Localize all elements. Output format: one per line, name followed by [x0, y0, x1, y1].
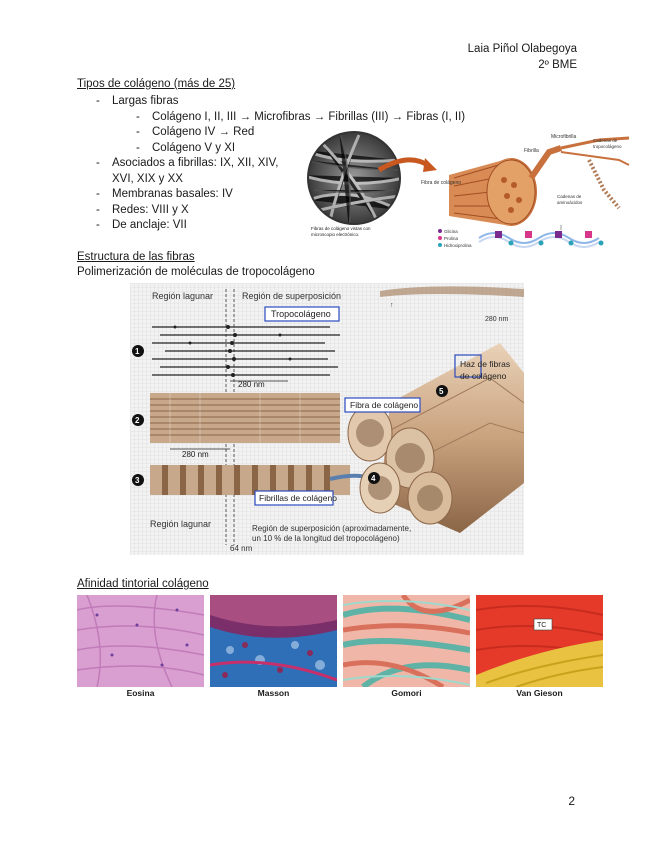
list-item: - Colágeno V y XI [136, 141, 236, 154]
list-item: - Asociados a fibrillas: IX, XII, XIV, [96, 157, 279, 169]
collagen-hierarchy-figure [299, 130, 632, 248]
list-item: XVI, XIX y XX [112, 172, 183, 185]
label-tropocolageno: Tropocolágeno [271, 309, 331, 319]
micrograph-caption-1: Fibras de colágeno vistas con [311, 226, 371, 231]
label-280nm-b: 280 nm [238, 380, 265, 389]
label-bottom-sup-1: Región de superposición (aproximadamente, [252, 524, 412, 533]
svg-text:4: 4 [371, 474, 376, 483]
label-fibrilla: Fibrilla [524, 148, 539, 154]
svg-text:Hidroxiprolina: Hidroxiprolina [444, 243, 472, 248]
svg-text:Prolina: Prolina [444, 236, 459, 241]
label-fibrillas: Fibrillas de colágeno [259, 493, 337, 503]
label-280nm-a: 280 nm [485, 316, 509, 323]
label-haz-1: Haz de fibras [460, 359, 511, 369]
label-cadenas-1: Cadenas de [593, 138, 618, 143]
stain-label-masson: Masson [257, 688, 290, 698]
label-laterales-2: aminoácidos [557, 200, 583, 205]
list-item: - Colágeno IV → Red [136, 126, 255, 138]
label-region-superposicion: Región de superposición [242, 291, 342, 301]
label-fibra: Fibra de colágeno [350, 400, 419, 410]
micrograph-caption-2: microscopio electrónico. [311, 232, 360, 237]
label-280nm-c: 280 nm [182, 450, 209, 459]
section-title-fiber-structure: Estructura de las fibras [77, 251, 195, 263]
stain-image-gomori [343, 595, 470, 687]
stain-image-van-gieson [476, 595, 603, 687]
list-item: - Largas fibras [96, 95, 179, 107]
tc-label: TC [537, 622, 547, 629]
stain-image-masson [210, 595, 337, 687]
svg-text:↑: ↑ [390, 302, 394, 309]
stain-label-eosina: Eosina [126, 688, 155, 698]
svg-text:3: 3 [135, 476, 140, 485]
page-number: 2 [568, 794, 575, 808]
list-item: - Membranas basales: IV [96, 188, 233, 200]
label-cadenas-2: tropocolágeno [593, 144, 622, 149]
author-name: Laia Piñol Olabegoya [467, 43, 577, 55]
label-microfibrilla: Microfibrilla [551, 134, 577, 140]
author-block [468, 41, 577, 73]
stain-label-gomori: Gomori [391, 688, 422, 698]
list-item: - De anclaje: VII [96, 219, 187, 231]
svg-text:2: 2 [135, 416, 140, 425]
list-item: - Colágeno I, II, III → Microfibras → Fibrillas (III) → Fibras (I, II) [136, 110, 466, 123]
label-64nm: 64 nm [230, 544, 253, 553]
section-title-collagen-types: Tipos de colágeno (más de 25) [77, 78, 236, 90]
label-haz-2: de colágeno [460, 371, 507, 381]
label-fiber: Fibra de colágeno [421, 180, 462, 186]
label-region-lagunar: Región lagunar [152, 291, 214, 301]
section-subtitle: Polimerización de moléculas de tropocolágeno [77, 266, 315, 278]
label-bottom-sup-2: un 10 % de la longitud del tropocolágeno) [252, 534, 400, 543]
svg-text:5: 5 [439, 387, 444, 396]
list-item: - Redes: VIII y X [96, 203, 189, 216]
svg-text:Glicina: Glicina [444, 229, 458, 234]
tropocollagen-figure [130, 283, 524, 555]
svg-text:1: 1 [135, 347, 140, 356]
course-label: 2º BME [538, 59, 577, 71]
section-title-staining: Afinidad tintorial colágeno [77, 578, 209, 590]
label-laterales-1: Cadenas de [557, 194, 582, 199]
stain-image-eosina [77, 595, 204, 687]
label-bottom-lagunar: Región lagunar [150, 519, 212, 529]
fibril-bundle [150, 393, 340, 443]
stain-label-van-gieson: Van Gieson [516, 688, 563, 698]
